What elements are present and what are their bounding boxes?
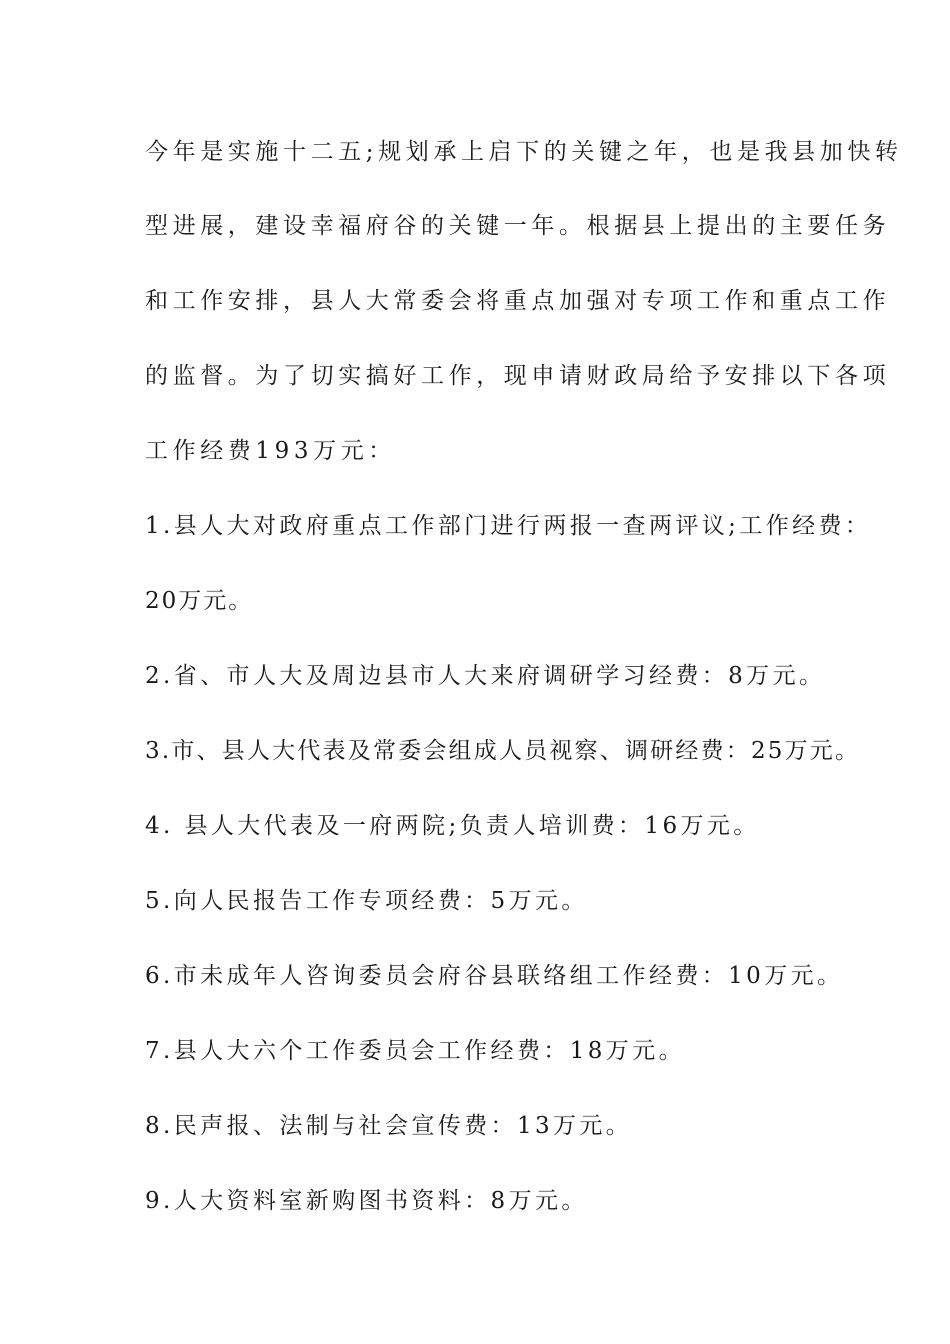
paragraph-line-5: 工作经费193万元： <box>145 438 396 464</box>
list-item-5: 5.向人民报告工作专项经费：5万元。 <box>145 888 588 914</box>
paragraph-line-3: 和工作安排，县人大常委会将重点加强对专项工作和重点工作 <box>145 288 891 314</box>
list-item-8: 8.民声报、法制与社会宣传费：13万元。 <box>145 1113 633 1139</box>
paragraph-line-4: 的监督。为了切实搞好工作，现申请财政局给予安排以下各项 <box>145 363 891 389</box>
list-item-3: 3.市、县人大代表及常委会组成人员视察、调研经费：25万元。 <box>145 738 861 764</box>
list-item-7: 7.县人大六个工作委员会工作经费：18万元。 <box>145 1038 686 1064</box>
list-item-9: 9.人大资料室新购图书资料：8万元。 <box>145 1188 588 1214</box>
list-item-1: 1.县人大对政府重点工作部门进行两报一查两评议;工作经费： <box>145 513 872 539</box>
list-item-4: 4. 县人大代表及一府两院;负责人培训费：16万元。 <box>145 813 760 839</box>
list-item-1-continued: 20万元。 <box>145 588 254 614</box>
list-item-2: 2.省、市人大及周边县市人大来府调研学习经费：8万元。 <box>145 663 826 689</box>
paragraph-line-2: 型进展，建设幸福府谷的关键一年。根据县上提出的主要任务 <box>145 213 891 239</box>
list-item-6: 6.市未成年人咨询委员会府谷县联络组工作经费：10万元。 <box>145 963 844 989</box>
paragraph-line-1: 今年是实施十二五;规划承上启下的关键之年，也是我县加快转 <box>145 139 903 165</box>
